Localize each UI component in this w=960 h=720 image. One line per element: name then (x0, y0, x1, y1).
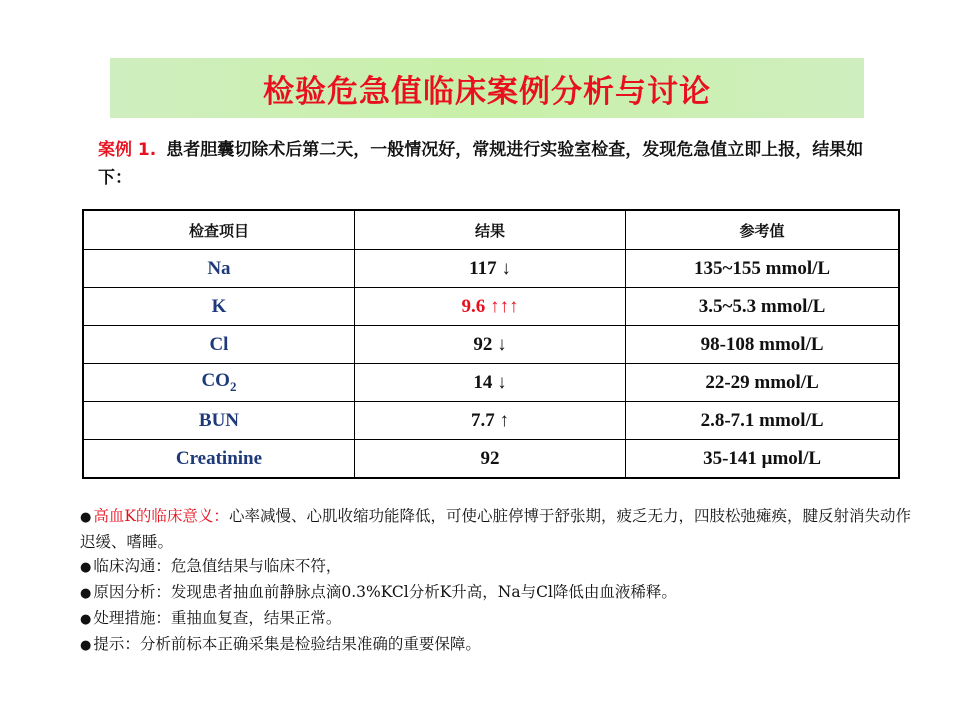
row-reference: 3.5~5.3 mmol/L (626, 288, 899, 326)
header-result: 结果 (354, 210, 625, 250)
note-text: 提示：分析前标本正确采集是检验结果准确的重要保障。 (93, 635, 481, 653)
table-header-row (83, 210, 899, 250)
note-text: 处理措施：重抽血复查，结果正常。 (93, 609, 342, 627)
row-result: 92 ↓ (354, 326, 625, 364)
note-item (80, 504, 920, 554)
case-text: 患者胆囊切除术后第二天，一般情况好，常规进行实验室检查，发现危急值立即上报，结果如下： (98, 140, 864, 188)
table-row (83, 440, 899, 479)
row-item: BUN (83, 402, 354, 440)
bullet-icon: ● (80, 638, 92, 653)
title-banner (110, 58, 864, 118)
notes-list (80, 504, 920, 658)
table-row (83, 364, 899, 402)
note-item (80, 606, 920, 632)
lab-results-table (82, 209, 900, 479)
row-reference: 135~155 mmol/L (626, 250, 899, 288)
row-result-critical: 9.6 ↑↑↑ (354, 288, 625, 326)
row-result: 7.7 ↑ (354, 402, 625, 440)
row-result: 117 ↓ (354, 250, 625, 288)
table-row (83, 326, 899, 364)
row-reference: 98-108 mmol/L (626, 326, 899, 364)
bullet-icon: ● (80, 586, 92, 601)
row-item-subscript: 2 (229, 378, 237, 394)
row-reference: 22-29 mmol/L (626, 364, 899, 402)
row-item: K (83, 288, 354, 326)
table-row (83, 288, 899, 326)
row-item (83, 364, 354, 402)
note-heading: 高血K的临床意义： (93, 507, 229, 525)
note-text: 心率减慢、心肌收缩功能降低，可使心脏停博于舒张期，疲乏无力，四肢松弛瘫痪，腱反射消失动作迟缓、嗜睡。 (80, 507, 911, 551)
table-row (83, 402, 899, 440)
header-reference: 参考值 (626, 210, 899, 250)
row-item: Na (83, 250, 354, 288)
row-item-text: CO (201, 370, 230, 392)
note-item (80, 554, 920, 580)
row-result: 14 ↓ (354, 364, 625, 402)
row-reference: 2.8-7.1 mmol/L (626, 402, 899, 440)
note-text: 临床沟通：危急值结果与临床不符， (93, 557, 342, 575)
case-description (98, 136, 878, 192)
bullet-icon: ● (80, 560, 92, 575)
row-item: Creatinine (83, 440, 354, 479)
row-item: Cl (83, 326, 354, 364)
note-text: 原因分析：发现患者抽血前静脉点滴0.3%KCl分析K升高，Na与Cl降低由血液稀释。 (93, 583, 677, 601)
table-row (83, 250, 899, 288)
row-reference: 35-141 μmol/L (626, 440, 899, 479)
note-item (80, 632, 920, 658)
note-item (80, 580, 920, 606)
row-result: 92 (354, 440, 625, 479)
bullet-icon: ● (80, 612, 92, 627)
page-title: 检验危急值临床案例分析与讨论 (263, 73, 711, 110)
bullet-icon: ● (80, 510, 92, 525)
case-label: 案例 1. (98, 140, 157, 160)
header-item: 检查项目 (83, 210, 354, 250)
